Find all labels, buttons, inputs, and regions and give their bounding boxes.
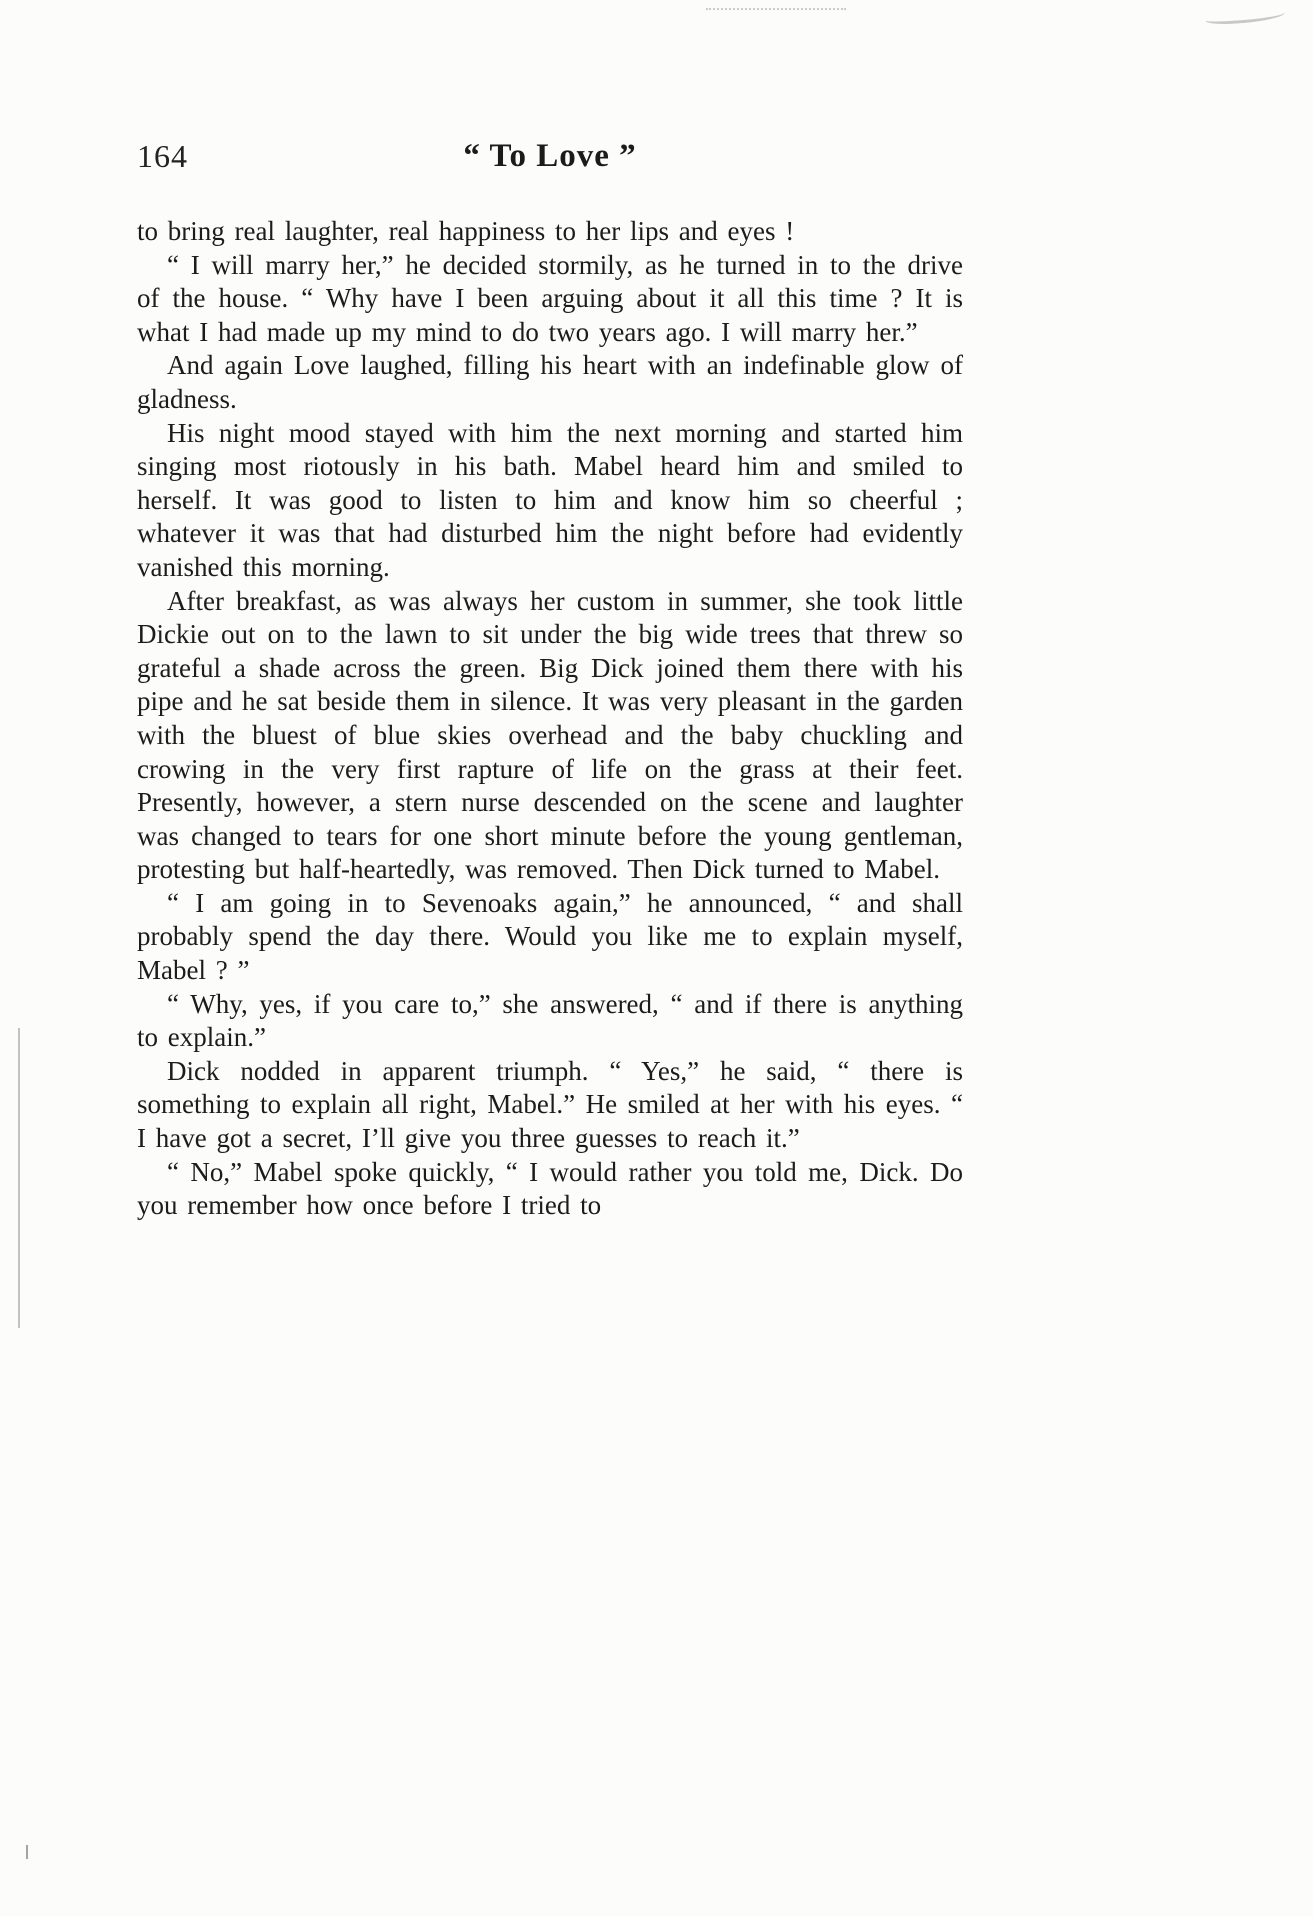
paragraph: “ Why, yes, if you care to,” she answered, “ and if there is anything to explain.” [137,988,963,1053]
paragraph: “ I will marry her,” he decided stormily, as he turned in to the drive of the house. “ Why have I been arguing about it all this time ? It is what I had made up my mind to do two years ago. I will marry her.” [137,249,963,347]
paragraph: “ No,” Mabel spoke quickly, “ I would rather you told me, Dick. Do you remember how once before I tried to [137,1156,963,1221]
scan-artifact [706,8,846,10]
paragraph: “ I am going in to Sevenoaks again,” he announced, “ and shall probably spend the day there. Would you like me to explain myself, Mabel ? ” [137,887,963,986]
scan-artifact [1205,7,1286,26]
page-number: 164 [137,138,188,174]
page-header [137,138,963,175]
page-content [137,138,963,1223]
running-head: “ To Love ” [463,138,637,174]
paragraph: His night mood stayed with him the next morning and started him singing most riotously in his bath. Mabel heard him and smiled to herself. It was good to listen to him and know him so cheerful ; whatever it was that had disturbed him the night before had evidently vanished this morning. [137,417,963,582]
paragraph: to bring real laughter, real happiness to her lips and eyes ! [137,216,795,246]
paragraph: After breakfast, as was always her custom in summer, she took little Dickie out on to the lawn to sit under the big wide trees that threw so grateful a shade across the green. Big Dick joined them there with his pipe and he sat beside them in silence. It was very pleasant in the garden with the bluest of blue skies overhead and the baby chuckling and crowing in the very first rapture of life on the grass at their feet. Presently, however, a stern nurse descended on the scene and laughter was changed to tears for one short minute before the young gentleman, protesting but half-heartedly, was removed. Then Dick turned to Mabel. [137,585,963,885]
body-text [137,215,963,1223]
paragraph: And again Love laughed, filling his heart with an indefinable glow of gladness. [137,350,963,414]
scan-artifact [18,1028,20,1328]
paragraph: Dick nodded in apparent triumph. “ Yes,” he said, “ there is something to explain all right, Mabel.” He smiled at her with his eyes. “ I have got a secret, I’ll give you three guesses to reach it.” [137,1055,963,1154]
scan-artifact [26,1845,28,1859]
